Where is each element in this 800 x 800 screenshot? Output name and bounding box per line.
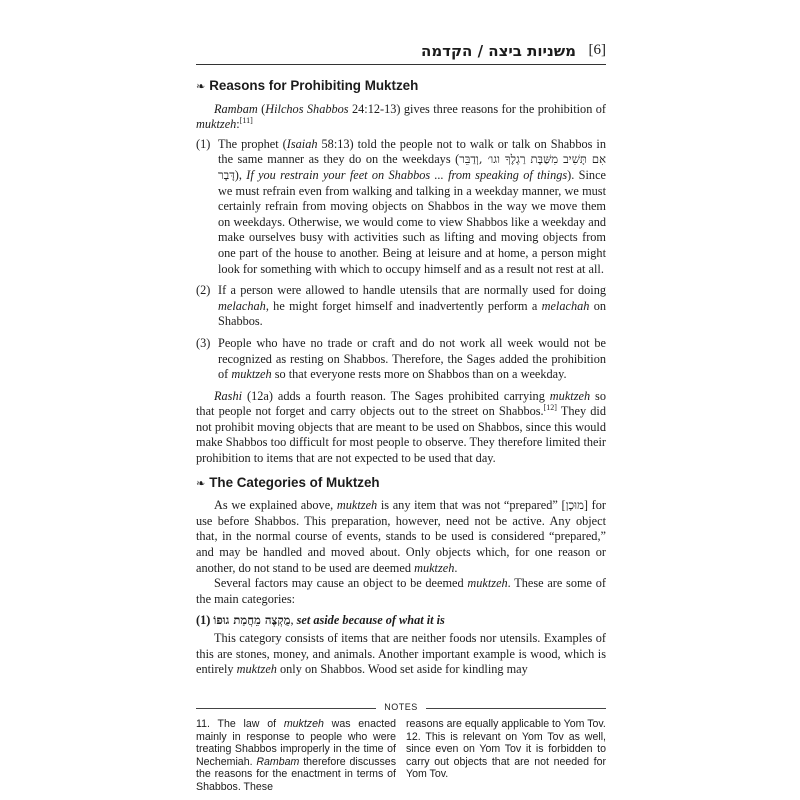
verse-translation: If you restrain your feet on Shabbos ... from speaking of things (246, 167, 568, 182)
text-run: (12a) adds a fourth reason. The Sages prohibited carrying (242, 388, 550, 403)
term-muktzeh: muktzeh (236, 662, 277, 677)
section-heading-text: The Categories of Muktzeh (209, 474, 380, 490)
footnote-continuation: reasons are equally applicable to Yom Tov. (406, 718, 606, 730)
text-run: , (290, 613, 297, 628)
reasons-list (196, 137, 606, 383)
text-run: therefore discusses the reasons for the enactment in terms of Shabbos. These (196, 755, 396, 793)
text-run: People who have no trade or craft and do not work all week would not be recognized as resting on Shabbos. Therefore, the Sages added the prohibition of (218, 335, 606, 382)
running-head (196, 38, 606, 65)
text-run: ( (257, 101, 266, 116)
text-run: The prophet ( (218, 136, 287, 151)
text-run: was enacted mainly in response to people who were treating Shabbos improperly in the time of Nechemiah. (196, 718, 396, 768)
ornament-icon: ❧ (196, 81, 206, 93)
footnote-ref-12: [12] (543, 403, 557, 413)
category-1-paragraph (196, 631, 606, 678)
rambam-intro-paragraph (196, 102, 606, 133)
text-run: ). Since we must refrain even from walking and talking in a weekday manner, we must certainly refrain from moving objects on Shabbos in the way we move them on weekdays. Otherwise, we would come to view Shabbos like a weekday and make ourselves busy with activities such as lifting and moving objects from one part of the house to another. Being at leisure and at home, a person might look for something with which to occupy himself and as a result not rest at all. (218, 167, 606, 276)
text-run: : (236, 117, 240, 132)
text-run: As we explained above, (214, 498, 337, 513)
categories-paragraph-1 (196, 498, 606, 576)
reason-item-1 (196, 137, 606, 277)
text-run: 58:13) told the people not to walk or talk on Shabbos in the same manner as they do on the weekdays ( (218, 136, 606, 167)
reason-number: (1) (196, 136, 211, 151)
text-run: . (454, 560, 458, 575)
text-run: They did not prohibit moving objects that are meant to be used on Shabbos, since this would make Shabbos too difficult for most people to observe. They therefore limited their prohibition to items that are not expected to be used that day. (196, 404, 606, 466)
text-run: on Shabbos. (218, 298, 607, 329)
term-muktzeh: muktzeh (196, 117, 237, 132)
book-page (196, 38, 607, 793)
term-muktzeh: muktzeh (549, 388, 591, 403)
text-run: Several factors may cause an object to be deemed (214, 576, 468, 591)
text-run: 11. The law of (196, 718, 284, 730)
term-muktzeh: muktzeh (336, 498, 378, 513)
reason-number: (2) (196, 283, 211, 298)
page-body (196, 74, 606, 678)
text-run: so that everyone rests more on Shabbos than on a weekday. (271, 367, 567, 382)
footnotes (196, 718, 606, 794)
hebrew-verse: אִם תָּשִׁיב מִשַּׁבָּת רַגְלֶךָ וגו׳ ,וְדַבֵּר דָּבָר (218, 152, 606, 182)
term-muktzeh: muktzeh (231, 367, 272, 382)
author-rashi: Rashi (214, 388, 243, 403)
author-rambam: Rambam (256, 755, 300, 768)
category-hebrew-name: מֻקְצֶה מֵחֲמַת גוּפוֹ (213, 613, 291, 628)
text-run: 24:12-13) gives three reasons for the prohibition of (348, 101, 606, 116)
reason-number: (3) (196, 335, 211, 350)
footnote-12: 12. This is relevant on Yom Tov as well, since even on Yom Tov it is forbidden to carry out objects that are not needed for Yom Tov. (406, 730, 606, 781)
rashi-paragraph (196, 389, 606, 467)
term-melachah: melachah (541, 298, 590, 313)
page-number: [6] (588, 42, 606, 58)
footnote-column-1 (196, 718, 396, 794)
section-heading-categories (196, 475, 606, 493)
term-muktzeh: muktzeh (414, 560, 455, 575)
text-run: . These are some of the main categories: (196, 576, 606, 606)
divider-line (426, 708, 606, 709)
source-title: Hilchos Shabbos (265, 101, 349, 116)
text-run: so that people not forget and carry objects out to the street on Shabbos. (196, 388, 606, 419)
running-head-title: משניות ביצה / הקדמה (421, 42, 576, 60)
reason-item-2 (196, 283, 606, 330)
category-number: (1) (196, 613, 214, 628)
category-title: set aside because of what it is (296, 613, 445, 628)
term-muktzeh: muktzeh (283, 718, 324, 730)
text-run: ] for use before Shabbos. This preparation, however, need not be active. Any object that, in the normal course of events, stands to be used is considered “prepared,” and may be handled and moved about. Only objects which, for one reason or another, do not stand to be used are deemed (196, 498, 607, 575)
hebrew-muchan: מוּכָן (565, 498, 584, 513)
footnote-ref-11: [11] (239, 116, 253, 126)
text-run: ), (234, 167, 247, 182)
ornament-icon: ❧ (196, 477, 206, 490)
text-run: This category consists of items that are neither foods nor utensils. Examples of this are stones, money, and animals. Another important example is wood, which is entirely (196, 631, 606, 677)
notes-label: NOTES (384, 702, 418, 712)
footnote-column-2 (406, 718, 606, 794)
section-heading-text: Reasons for Prohibiting Muktzeh (209, 78, 419, 93)
text-run: only on Shabbos. Wood set aside for kindling may (276, 662, 528, 677)
text-run: If a person were allowed to handle utensils that are normally used for doing (218, 283, 606, 298)
text-run: , he might forget himself and inadvertently perform a (265, 298, 542, 313)
text-run: is any item that was not “prepared” [ (377, 498, 566, 513)
section-heading-reasons (196, 78, 606, 96)
notes-divider (196, 702, 606, 714)
category-heading-1 (196, 613, 606, 629)
categories-paragraph-2 (196, 576, 606, 607)
author-rambam: Rambam (214, 101, 258, 116)
term-muktzeh: muktzeh (467, 576, 508, 591)
citation-isaiah: Isaiah (286, 136, 318, 151)
reason-item-3 (196, 336, 606, 383)
term-melachah: melachah (218, 298, 266, 313)
